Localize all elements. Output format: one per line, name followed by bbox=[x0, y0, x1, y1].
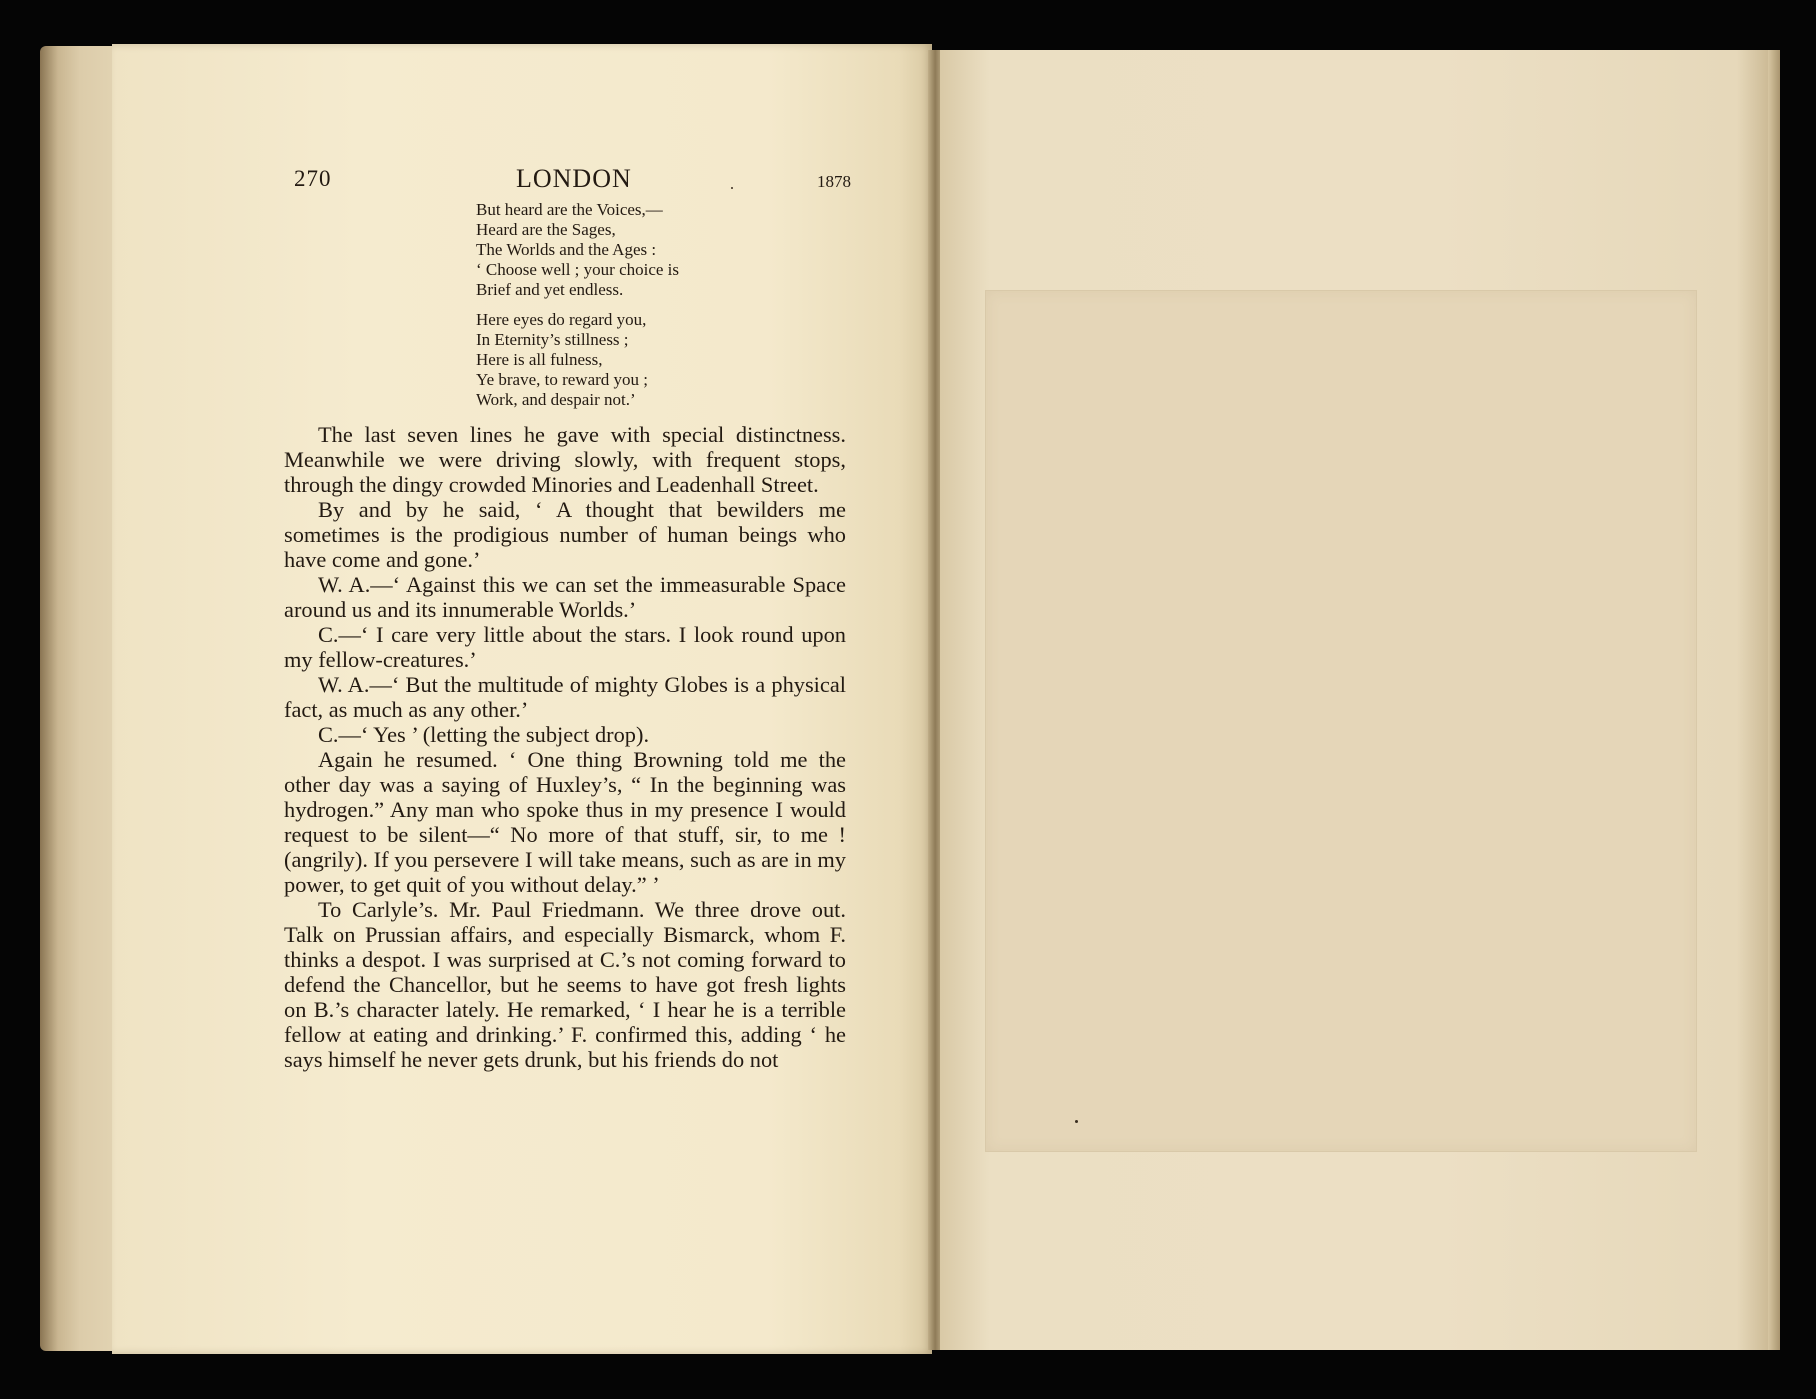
stanza bbox=[476, 200, 846, 300]
verse-line: Brief and yet endless. bbox=[476, 280, 624, 299]
left-page-text bbox=[284, 160, 851, 1072]
paragraph: W. A.—‘ Against this we can set the immeasurable Space around us and its innumerable Worlds.’ bbox=[284, 572, 846, 622]
paragraph: By and by he said, ‘ A thought that bewilders me sometimes is the prodigious number of human beings who have come and gone.’ bbox=[284, 497, 846, 572]
running-head bbox=[284, 160, 851, 200]
verse-line: Work, and despair not.’ bbox=[476, 390, 636, 409]
verse-line: Here eyes do regard you, bbox=[476, 310, 647, 329]
paper-speck bbox=[1075, 1120, 1078, 1123]
verse-line: Here is all fulness, bbox=[476, 350, 603, 369]
verse-line: Ye brave, to reward you ; bbox=[476, 370, 649, 389]
stanza bbox=[476, 310, 846, 410]
page-stack-edge-right bbox=[1768, 50, 1780, 1350]
paragraph: The last seven lines he gave with special distinctness. Meanwhile we were driving slowly, with frequent stops, through the dingy crowded Minories and Leadenhall Street. bbox=[284, 422, 846, 497]
paragraph: C.—‘ Yes ’ (letting the subject drop). bbox=[318, 722, 650, 747]
paragraph: C.—‘ I care very little about the stars. I look round upon my fellow-creatures.’ bbox=[284, 622, 846, 672]
paragraph: Again he resumed. ‘ One thing Browning told me the other day was a saying of Huxley’s, “ In the beginning was hydrogen.” Any man who spoke thus in my presence I would request to be silent—“ No more of that stuff, sir, to me ! (angrily). If you persevere I will take means, such as are in my power, to get quit of you without delay.” ’ bbox=[284, 747, 846, 897]
page-year: 1878 bbox=[817, 172, 851, 191]
verse-line: ‘ Choose well ; your choice is bbox=[476, 260, 680, 279]
paragraph: W. A.—‘ But the multitude of mighty Globes is a physical fact, as much as any other.’ bbox=[284, 672, 846, 722]
body-text bbox=[284, 422, 846, 1072]
page-number: 270 bbox=[294, 166, 332, 191]
running-title: LONDON bbox=[516, 164, 632, 193]
blank-plate-impression bbox=[985, 290, 1697, 1152]
verse-quotation bbox=[476, 200, 846, 410]
verse-line: But heard are the Voices,— bbox=[476, 200, 663, 219]
paragraph: To Carlyle’s. Mr. Paul Friedmann. We three drove out. Talk on Prussian affairs, and especially Bismarck, whom F. thinks a despot. I was surprised at C.’s not coming forward to defend the Chancellor, but he seems to have got fresh lights on B.’s character lately. He remarked, ‘ I hear he is a terrible fellow at eating and drinking.’ F. confirmed this, adding ‘ he says himself he never gets drunk, but his friends do not bbox=[284, 897, 846, 1072]
verse-line: Heard are the Sages, bbox=[476, 220, 616, 239]
verse-line: The Worlds and the Ages : bbox=[476, 240, 657, 259]
verse-line: In Eternity’s stillness ; bbox=[476, 330, 629, 349]
